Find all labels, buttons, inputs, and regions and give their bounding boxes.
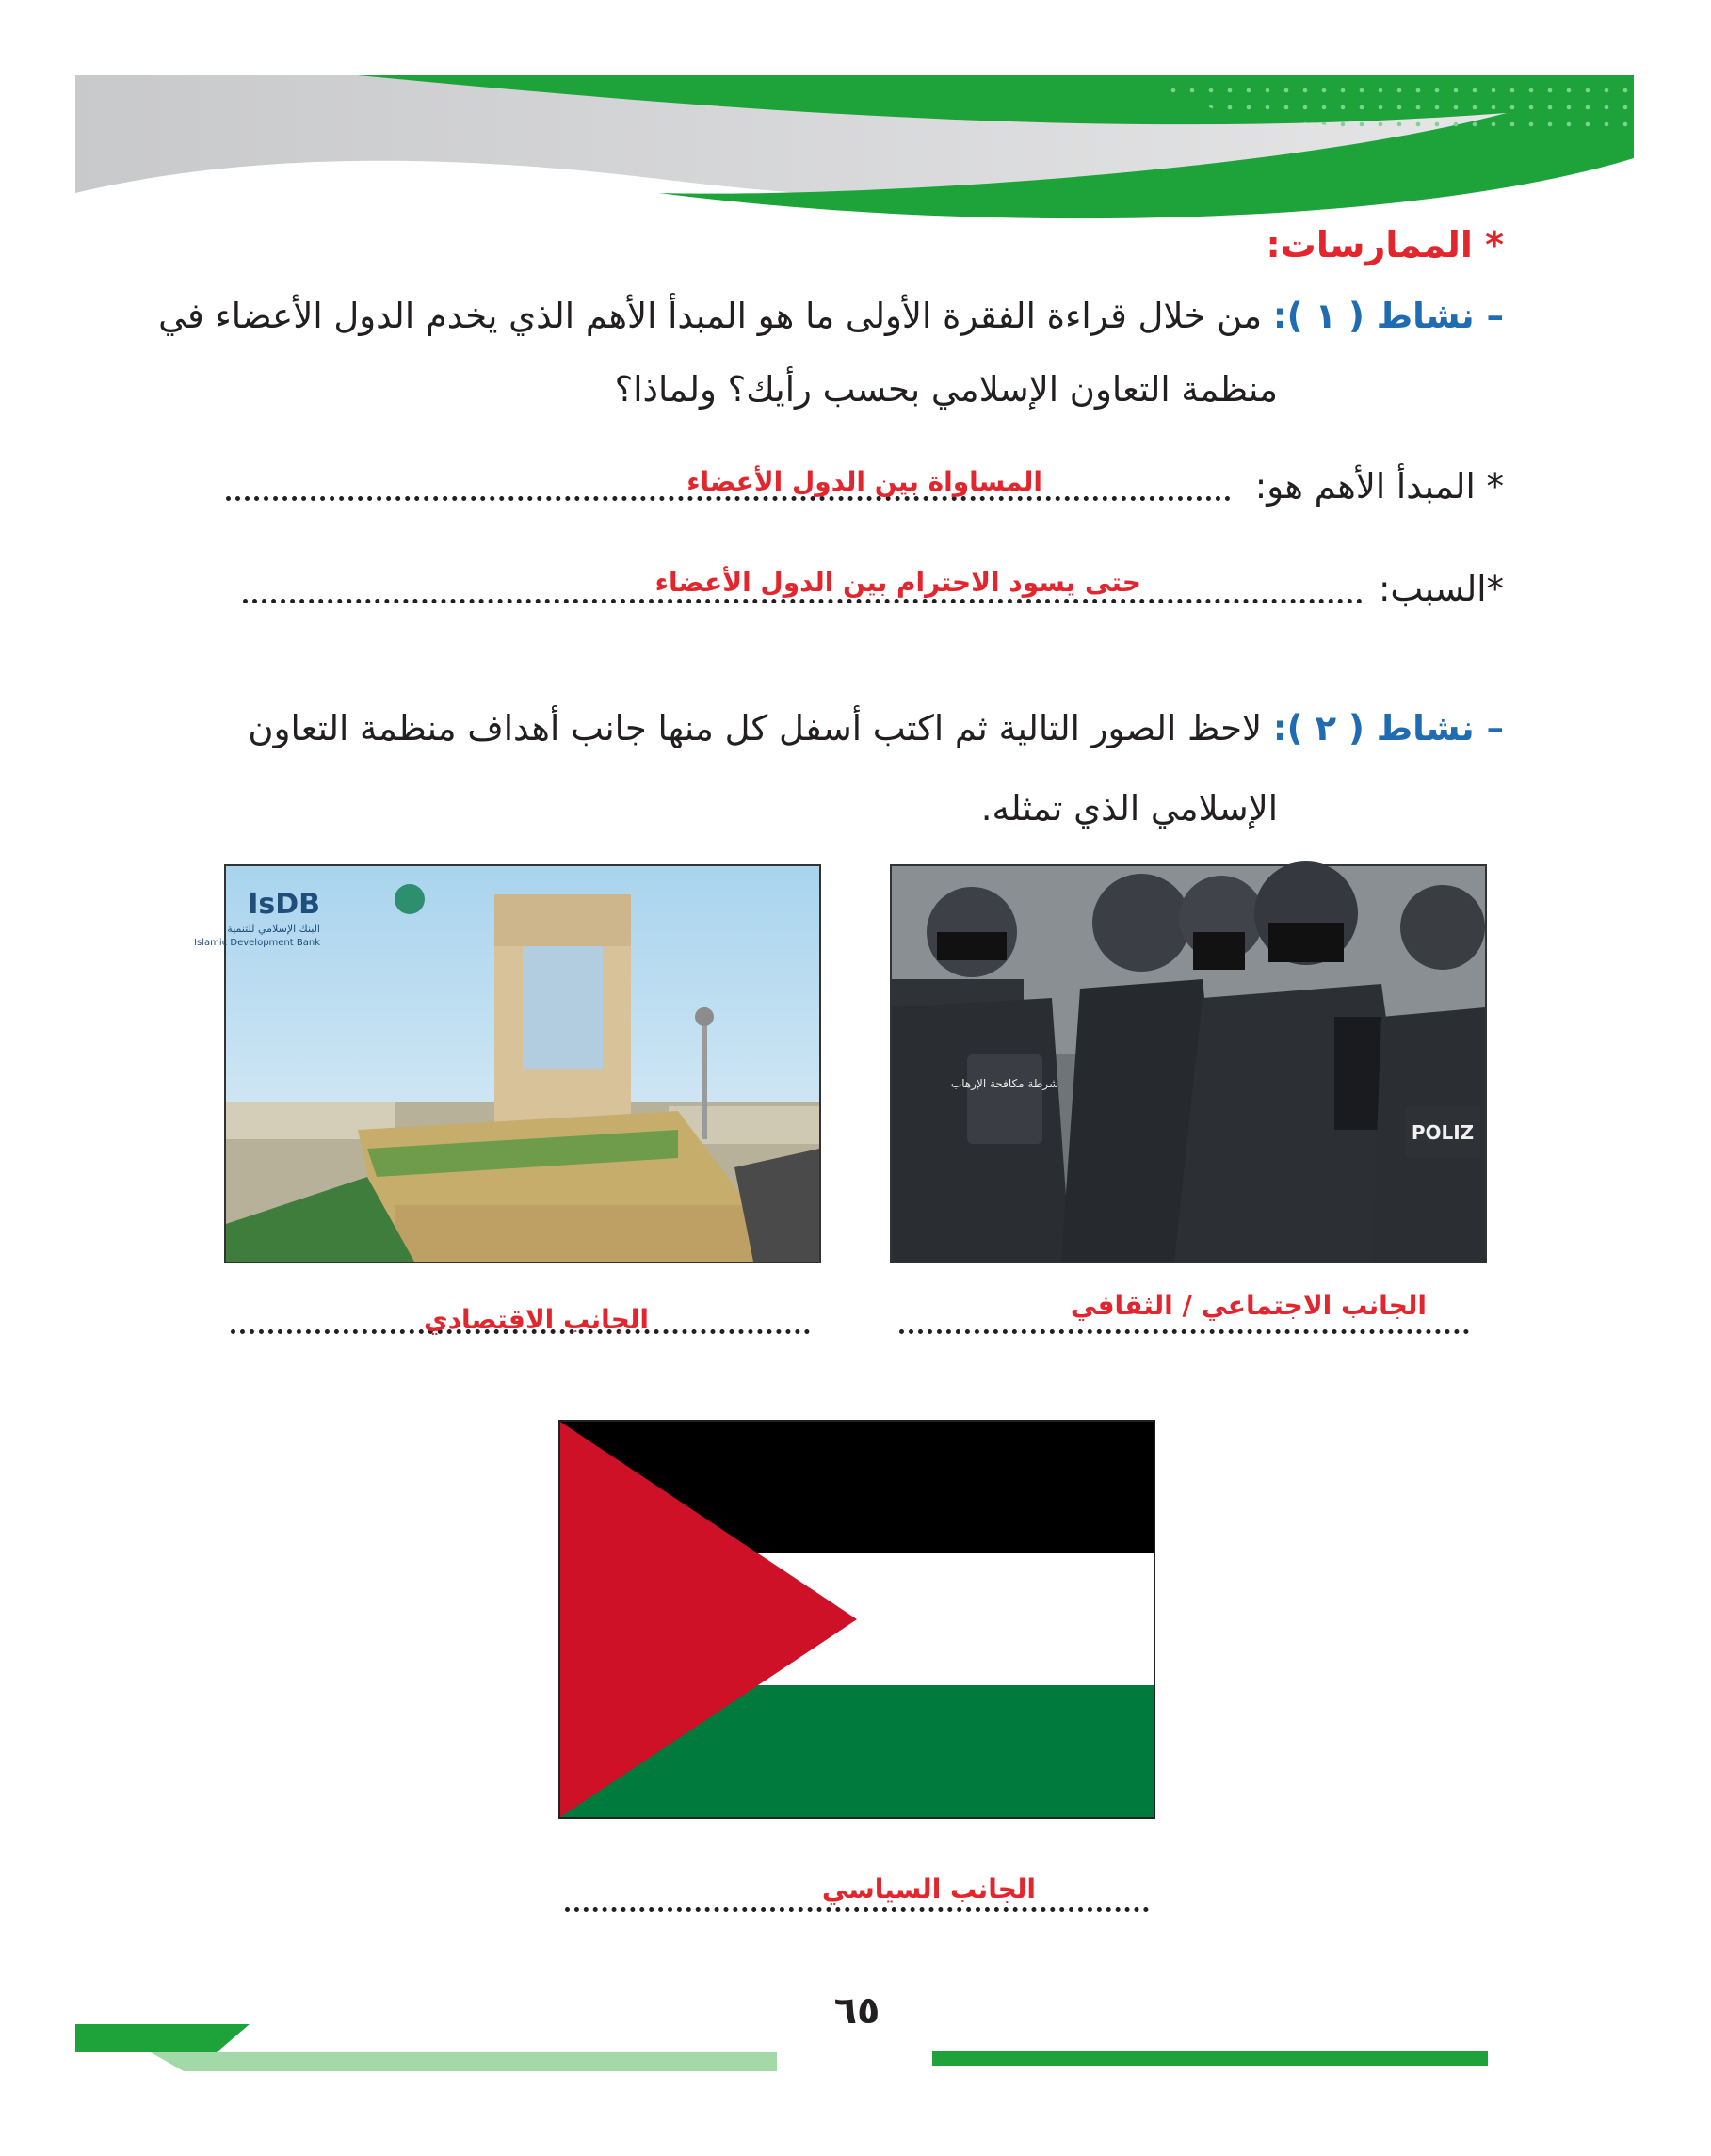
principle-answer-row [226, 450, 1504, 507]
isdb-logo-english: Islamic Development Bank [194, 938, 320, 948]
reason-answer-row [226, 553, 1504, 609]
header-wave-banner [0, 0, 1711, 217]
counter-terror-police-photo [890, 864, 1487, 1263]
reason-prompt: *السبب: [1378, 569, 1504, 609]
flag-caption-dotted-line [565, 1907, 1149, 1912]
vest-text: شرطة مكافحة الإرهاب [950, 1077, 1059, 1090]
polizei-text: POLIZ [1411, 1121, 1475, 1144]
activity2-text-line2: الإسلامي الذي تمثله. [980, 788, 1278, 829]
activity2-question-line1 [248, 706, 1504, 751]
page-number: ٦٥ [833, 1989, 880, 2033]
reason-answer: حتى يسود الاحترام بين الدول الأعضاء [654, 567, 1141, 598]
activity1-question-line1 [158, 294, 1504, 339]
activity1-label: – نشاط ( ١ ): [1272, 296, 1504, 336]
activity1-text-line1: من خلال قراءة الفقرة الأولى ما هو المبدأ الأهم الذي يخدم الدول الأعضاء في [158, 296, 1263, 336]
reason-dotted-line [243, 599, 1363, 603]
activity1-text-line2: منظمة التعاون الإسلامي بحسب رأيك؟ ولماذا؟ [614, 369, 1278, 410]
section-heading: * الممارسات: [1266, 224, 1504, 265]
police-caption-answer: الجانب الاجتماعي / الثقافي [1070, 1290, 1427, 1321]
activity2-label: – نشاط ( ٢ ): [1272, 708, 1504, 748]
bank-caption-answer: الجانب الاقتصادي [423, 1304, 649, 1335]
palestine-flag-image [558, 1420, 1155, 1819]
islamic-development-bank-photo [194, 864, 821, 1263]
principle-prompt: * المبدأ الأهم هو: [1254, 466, 1504, 507]
isdb-logo-arabic: البنك الإسلامي للتنمية [227, 923, 320, 935]
police-caption-dotted-line [899, 1329, 1469, 1334]
activity2-text-line1: لاحظ الصور التالية ثم اكتب أسفل كل منها جانب أهداف منظمة التعاون [248, 708, 1263, 748]
principle-answer: المساواة بين الدول الأعضاء [686, 466, 1042, 497]
flag-caption-answer: الجانب السياسي [821, 1874, 1036, 1905]
isdb-logo-text: IsDB [248, 888, 320, 921]
